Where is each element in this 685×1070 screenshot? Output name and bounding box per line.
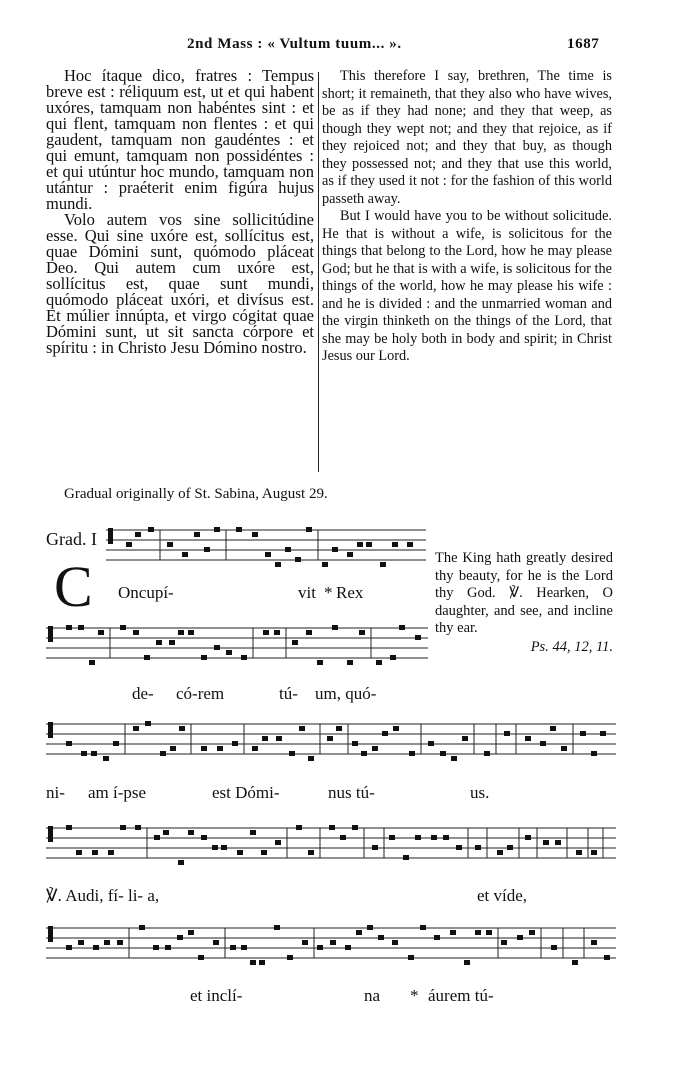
neume [329, 825, 335, 830]
neume [393, 726, 399, 731]
drop-cap-initial: C [54, 554, 93, 619]
neume [92, 850, 98, 855]
english-column [322, 68, 612, 366]
neume [163, 830, 169, 835]
neume [156, 640, 162, 645]
neume [241, 655, 247, 660]
neume [169, 640, 175, 645]
neume [306, 527, 312, 532]
neume [221, 845, 227, 850]
neume [504, 731, 510, 736]
asterisk: * [410, 986, 419, 1005]
neume [529, 930, 535, 935]
neume [237, 850, 243, 855]
neume [420, 925, 426, 930]
neume [501, 940, 507, 945]
psalm-reference: Ps. 44, 12, 11. [530, 638, 613, 655]
syllable: et víde, [477, 886, 528, 905]
neume [160, 751, 166, 756]
neume [188, 630, 194, 635]
syllable: et inclí- [190, 986, 243, 1005]
neume [451, 756, 457, 761]
neume [66, 825, 72, 830]
neume [367, 925, 373, 930]
neume [154, 835, 160, 840]
latin-paragraph-2: Volo autem vos sine sollicitúdine esse. Qui sine uxóre est, sollícitus est, quae Dómini sunt, quómodo pláceat Deo. Qui autem cum uxóre est, sollícitus est, quae sunt mundi, quómodo pláceat uxóri, et divísus est. Et múlier innúpta, et virgo cógitat quae Dómini sunt, ut sit sancta córpore et spíritu : in Christo Jesu Dómino nostro. [46, 210, 314, 357]
neume [591, 940, 597, 945]
neume [456, 845, 462, 850]
neume [540, 741, 546, 746]
neume [167, 542, 173, 547]
page-header [0, 36, 685, 56]
chant-staff-3 [46, 714, 616, 770]
neume [475, 930, 481, 935]
neume [148, 527, 154, 532]
neume [366, 542, 372, 547]
staff-lines [46, 818, 616, 874]
neume [76, 850, 82, 855]
neume [302, 940, 308, 945]
neume [201, 746, 207, 751]
neume [600, 731, 606, 736]
lyrics-line-4 [0, 886, 685, 910]
neume [484, 751, 490, 756]
neume [299, 726, 305, 731]
syllable: na [364, 986, 381, 1005]
neume [408, 955, 414, 960]
staff-lines [106, 520, 426, 576]
neume [285, 547, 291, 552]
neume [230, 945, 236, 950]
neume [359, 630, 365, 635]
neume [475, 845, 481, 850]
neume [214, 645, 220, 650]
chant-staff-2 [46, 618, 428, 674]
neume [347, 552, 353, 557]
neume [66, 945, 72, 950]
gradual-english [435, 550, 613, 656]
neume [308, 756, 314, 761]
clef [108, 528, 113, 544]
syllable: vit [298, 583, 316, 602]
syllable: us. [470, 783, 490, 802]
neume [66, 625, 72, 630]
neume [232, 741, 238, 746]
neume [543, 840, 549, 845]
neume [440, 751, 446, 756]
syllable: có-rem [176, 684, 225, 703]
neume [591, 850, 597, 855]
neume [497, 850, 503, 855]
lyrics-line-5 [0, 986, 685, 1010]
syllable: nus tú- [328, 783, 375, 802]
neume [135, 825, 141, 830]
neume [399, 625, 405, 630]
neume [450, 930, 456, 935]
english-paragraph-2: But I would have you to be without solicitude. He that is without a wife, is solicitous for the things that belong to the Lord, how he may please God; but he that is with a wife, is solicitous for the things of the world, how he may please his wife : and he is divided : and the unmarried woman and the virgin thinketh on the things of the Lord, that she may be holy both in body and spirit; in Christ Jesus our Lord. [322, 208, 612, 364]
neume [178, 630, 184, 635]
neume [357, 542, 363, 547]
clef [48, 626, 53, 642]
gradual-label: Grad. I [46, 529, 97, 549]
neume [139, 925, 145, 930]
verse-syllables: ℣. Audi, fí- li- a, [46, 886, 160, 905]
neume [392, 940, 398, 945]
neume [275, 562, 281, 567]
neume [89, 660, 95, 665]
chant-staff-4 [46, 818, 616, 874]
neume [347, 660, 353, 665]
neume [135, 532, 141, 537]
neume [103, 756, 109, 761]
neume [407, 542, 413, 547]
neume [236, 527, 242, 532]
neume [372, 845, 378, 850]
neume [462, 736, 468, 741]
neume [188, 930, 194, 935]
neume [327, 736, 333, 741]
syllable: est Dómi- [212, 783, 280, 802]
neume [392, 542, 398, 547]
neume [126, 542, 132, 547]
neume [525, 736, 531, 741]
neume [308, 850, 314, 855]
neume [226, 650, 232, 655]
neume [201, 655, 207, 660]
neume [415, 835, 421, 840]
neume [252, 532, 258, 537]
neume [317, 660, 323, 665]
neume [389, 835, 395, 840]
clef [48, 926, 53, 942]
neume [275, 840, 281, 845]
neume [486, 930, 492, 935]
syllable: Rex [336, 583, 364, 602]
neume [403, 855, 409, 860]
neume [409, 751, 415, 756]
neume [434, 935, 440, 940]
neume [182, 552, 188, 557]
gradual-translation: The King hath greatly desired thy beauty, for he is the Lord thy God. ℣. Hearken, O daughter, and see, and incline thy ear. [435, 550, 613, 636]
latin-column [46, 68, 314, 356]
page-number: 1687 [567, 36, 600, 52]
neume [591, 751, 597, 756]
english-paragraph-1: This therefore I say, brethren, The time is short; it remaineth, that they also who have wives, be as if they had none; and they that weep, as though they wept not; and they that rejoice, as if they rejoiced not; and they that buy, as though they possessed not; and they that use this world, as if they used it not : for the fashion of this world passeth away. [322, 68, 612, 207]
neume [317, 945, 323, 950]
neume [81, 751, 87, 756]
neume [262, 736, 268, 741]
neume [576, 850, 582, 855]
neume [378, 935, 384, 940]
neume [250, 830, 256, 835]
neume [415, 635, 421, 640]
neume [340, 835, 346, 840]
syllable: Oncupí- [118, 583, 174, 602]
neume [261, 850, 267, 855]
neume [78, 625, 84, 630]
chant-staff-5 [46, 918, 616, 974]
neume [250, 960, 256, 965]
neume [295, 557, 301, 562]
neume [78, 940, 84, 945]
neume [443, 835, 449, 840]
neume [345, 945, 351, 950]
neume [179, 726, 185, 731]
neume [580, 731, 586, 736]
neume [177, 935, 183, 940]
neume [330, 940, 336, 945]
neume [332, 625, 338, 630]
neume [380, 562, 386, 567]
neume [382, 731, 388, 736]
neume [276, 736, 282, 741]
neume [561, 746, 567, 751]
neume [170, 746, 176, 751]
neume [431, 835, 437, 840]
neume [306, 630, 312, 635]
neume [372, 746, 378, 751]
neume [194, 532, 200, 537]
latin-paragraph-1: Hoc ítaque dico, fratres : Tempus breve est : réliquum est, ut et qui habent uxóres, tamquam non habéntes sint : et qui flent, tamquam non flentes : et qui gaudent, tamquam non gaudéntes : et qui emunt, tamquam non possidéntes : et qui utúntur hoc mundo, tamquam non utántur : praéterit enim figúra hujus mundi. [46, 66, 314, 213]
chant-staff-1 [106, 520, 426, 576]
neume [376, 660, 382, 665]
neume [98, 630, 104, 635]
column-divider [318, 72, 319, 472]
neume [507, 845, 513, 850]
neume [153, 945, 159, 950]
syllable: um, quó- [315, 684, 377, 703]
neume [91, 751, 97, 756]
neume [361, 751, 367, 756]
running-title: 2nd Mass : « Vultum tuum... ». [187, 36, 402, 52]
clef [48, 722, 53, 738]
neume [214, 527, 220, 532]
neume [104, 940, 110, 945]
syllable: am í-pse [88, 783, 147, 802]
neume [144, 655, 150, 660]
clef [48, 826, 53, 842]
syllable: de- [132, 684, 154, 703]
neume [113, 741, 119, 746]
neume [604, 955, 610, 960]
neume [352, 741, 358, 746]
neume [274, 925, 280, 930]
neume [201, 835, 207, 840]
staff-lines [46, 618, 428, 674]
neume [525, 835, 531, 840]
neume [356, 930, 362, 935]
neume [217, 746, 223, 751]
neume [464, 960, 470, 965]
neume [336, 726, 342, 731]
neume [117, 940, 123, 945]
neume [555, 840, 561, 845]
neume [572, 960, 578, 965]
neume [287, 955, 293, 960]
neume [274, 630, 280, 635]
neume [352, 825, 358, 830]
syllable: tú- [279, 684, 298, 703]
neume [66, 741, 72, 746]
neume [252, 746, 258, 751]
neume [289, 751, 295, 756]
neume [241, 945, 247, 950]
neume [145, 721, 151, 726]
staff-lines [46, 918, 616, 974]
neume [188, 830, 194, 835]
neume [108, 850, 114, 855]
neume [517, 935, 523, 940]
neume [428, 741, 434, 746]
neume [551, 945, 557, 950]
neume [212, 845, 218, 850]
neume [198, 955, 204, 960]
neume [213, 940, 219, 945]
neume [265, 552, 271, 557]
neume [178, 860, 184, 865]
neume [120, 825, 126, 830]
lyrics-line-2 [0, 684, 685, 708]
neume [133, 630, 139, 635]
staff-lines [46, 714, 616, 770]
syllable: ni- [46, 783, 65, 802]
neume [93, 945, 99, 950]
neume [120, 625, 126, 630]
neume [390, 655, 396, 660]
neume [292, 640, 298, 645]
lyrics-line-3 [0, 783, 685, 807]
neume [165, 945, 171, 950]
neume [263, 630, 269, 635]
neume [322, 562, 328, 567]
syllable: áurem tú- [428, 986, 494, 1005]
gradual-caption: Gradual originally of St. Sabina, August 29. [64, 486, 328, 502]
neume [296, 825, 302, 830]
neume [204, 547, 210, 552]
neume [332, 547, 338, 552]
neume [259, 960, 265, 965]
neume [133, 726, 139, 731]
neume [550, 726, 556, 731]
asterisk: * [324, 583, 333, 602]
